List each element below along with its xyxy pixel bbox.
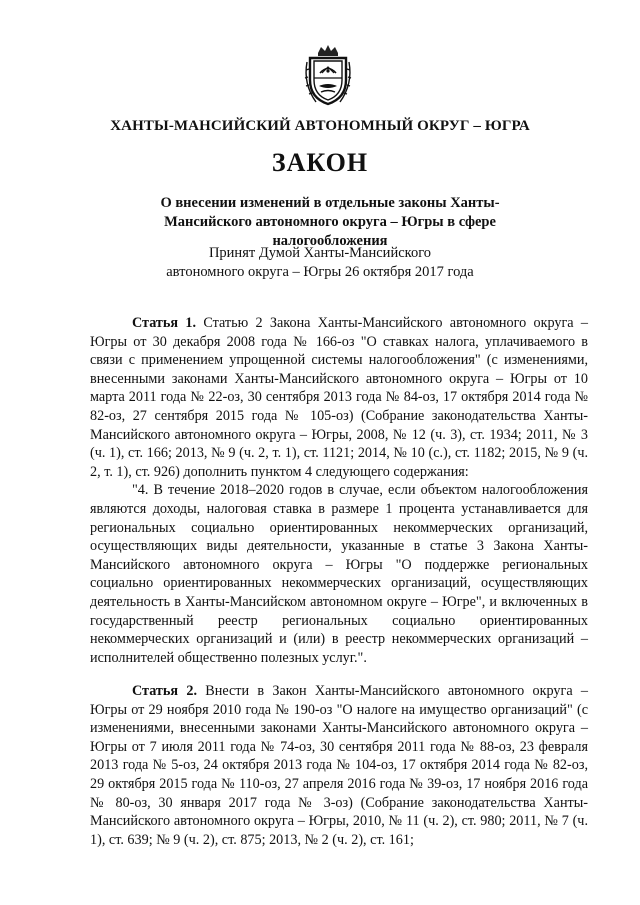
article-1-paragraph — [90, 314, 588, 481]
article-1-text: Статью 2 Закона Ханты-Мансийского автономного округа – Югры от 30 декабря 2008 года № 166-оз "О ставках налога, уплачиваемого в связи с применением упрощенной системы налогообложения" (с изменениями, внесенными законами Ханты-Мансийского автономного округа – Югры от 10 марта 2011 года № 22-оз, 30 сентября 2013 года № 84-оз, 17 октября 2014 года № 82-оз, 27 сентября 2015 года № 105-оз) (Собрание законодательства Ханты-Мансийского автономного округа – Югры, 2008, № 12 (ч. 3), ст. 1934; 2011, № 3 (ч. 1), ст. 166; 2013, № 9 (ч. 2, т. 1), ст. 1121; 2014, № 10 (с.), ст. 1182; 2015, № 9 (ч. 2, т. 1), ст. 926) дополнить пунктом 4 следующего содержания: — [90, 315, 588, 480]
article-2-text: Внести в Закон Ханты-Мансийского автономного округа – Югры от 29 ноября 2010 года № 190-оз "О налоге на имущество организаций" (с изменениями, внесенными законами Ханты-Мансийского автономного округа – Югры от 7 июля 2011 года № 74-оз, 30 сентября 2011 года № 88-оз, 23 февраля 2013 года № 5-оз, 24 октября 2013 года № 104-оз, 17 октября 2014 года № 82-оз, 29 октября 2015 года № 110-оз, 27 апреля 2016 года № 39-оз, 17 ноября 2016 года № 80-оз, 30 января 2017 года № 3-оз) (Собрание законодательства Ханты-Мансийского автономного округа – Югры, 2010, № 11 (ч. 2), ст. 980; 2011, № 7 (ч. 1), ст. 639; № 9 (ч. 2), ст. 875; 2013, № 2 (ч. 2), ст. 161; — [90, 683, 589, 848]
adoption-line-2: автономного округа – Югры 26 октября 2017 года — [166, 264, 474, 280]
article-2-label: Статья 2. — [132, 683, 197, 699]
document-type: ЗАКОН — [271, 148, 369, 177]
article-1-label: Статья 1. — [132, 315, 197, 331]
adoption-line-1: Принят Думой Ханты-Мансийского — [208, 245, 432, 261]
law-subject: О внесении изменений в отдельные законы Ханты-Мансийского автономного округа – Югры в сфере налогообложения — [160, 195, 500, 249]
article-1-quote: "4. В течение 2018–2020 годов в случае, если объектом налогообложения являются доходы, налоговая ставка в размере 1 процента устанавливается для региональных социально ориентированных некоммерческих организаций, осуществляющих виды деятельности, указанные в статье 3 Закона Ханты-Мансийского автономного округа – Югры "О поддержке региональных социально ориентированных некоммерческих организаций, осуществляющих деятельность в Ханты-Мансийском автономном округе – Югре", и включенных в государственный реестр региональных социально ориентированных некоммерческих организаций и (или) в реестр некоммерческих организаций – исполнителей общественно полезных услуг.". — [90, 482, 588, 666]
region-title: ХАНТЫ-МАНСИЙСКИЙ АВТОНОМНЫЙ ОКРУГ – ЮГРА — [110, 118, 530, 134]
adoption-note — [0, 244, 640, 282]
article-1 — [90, 314, 588, 667]
article-2 — [90, 682, 588, 849]
coat-of-arms-icon — [302, 44, 354, 106]
article-2-paragraph — [90, 682, 588, 849]
